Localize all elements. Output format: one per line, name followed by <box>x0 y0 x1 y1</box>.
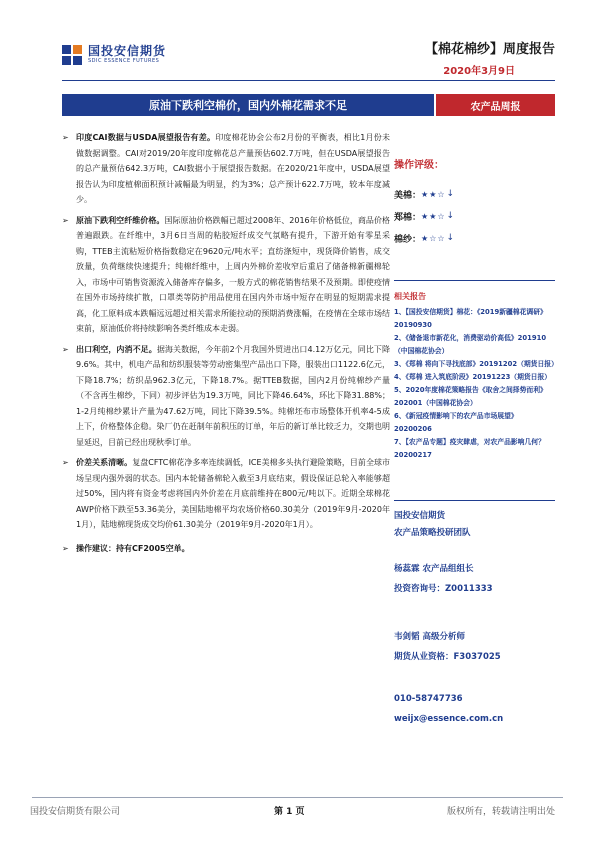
down-arrow-icon: ↓ <box>446 189 455 199</box>
contact-email[interactable]: weijx@essence.com.cn <box>394 714 504 724</box>
section-paragraph <box>62 213 390 337</box>
rating-title: 操作评级： <box>394 160 444 171</box>
down-arrow-icon: ↓ <box>446 211 455 221</box>
related-report-item[interactable]: 1、【国投安信期货】棉花：《2019新疆棉花调研》20190930 <box>394 308 547 329</box>
rating-name: 美棉： <box>394 190 422 201</box>
section-lead: 原油下跌利空纤维价格。 <box>76 215 165 225</box>
report-title: 【棉花棉纱】周度报告 <box>424 42 555 57</box>
rating-row <box>394 183 555 205</box>
sidebar-divider <box>394 500 555 501</box>
related-reports-title: 相关报告 <box>394 292 426 301</box>
section-body: 复盘CFTC棉花净多率连续调低，ICE美棉多头执行避险策略，目前全球市场呈现内强外弱的状态。国内本轮储备棉轮入截至3月底结束，假设保证总轮入率能够超过50%，国内将有资金考虑将国内外价差在月底前维持在800元/吨以下。近期全球棉花AWP价格下跌至53.36美分，美国陆地棉平均农场价格60.30美分（2019年9月-2020年1月），陆地棉现货成交均价61.30美分（2019年9月-2020年1月）。 <box>76 458 390 529</box>
section-lead: 出口利空，内消不足。 <box>76 344 157 354</box>
section-lead: 印度CAI数据与USDA展望报告有差。 <box>76 133 216 142</box>
section-lead: 价差关系清晰。 <box>76 458 133 467</box>
rating-row <box>394 205 555 227</box>
contact-phone: 010-58747736 <box>394 694 463 704</box>
footer-company: 国投安信期货有限公司 <box>30 807 121 817</box>
footer-divider <box>32 797 563 798</box>
page-number: 第 1 页 <box>274 807 305 817</box>
headline-banner: 原油下跌利空棉价，国内外棉花需求不足 <box>62 94 434 116</box>
section-lead: 操作建议：持有CF2005空单。 <box>76 543 190 553</box>
section-paragraph <box>62 455 390 533</box>
related-reports-list <box>394 306 558 462</box>
down-arrow-icon: ↓ <box>446 233 455 243</box>
bullet-arrow-icon: ➢ <box>62 133 69 142</box>
star-rating-icon: ★☆☆ <box>421 233 446 243</box>
bullet-arrow-icon: ➢ <box>62 344 69 354</box>
company-logo <box>62 44 166 65</box>
rating-panel <box>394 150 555 249</box>
star-rating-icon: ★★☆ <box>421 189 446 199</box>
team-org: 国投安信期货 <box>394 511 446 521</box>
bullet-arrow-icon: ➢ <box>62 543 69 553</box>
related-report-item[interactable]: 7、【农产品专题】疫灾肆虐，对农产品影响几何？20200217 <box>394 438 545 459</box>
bullet-arrow-icon: ➢ <box>62 215 69 225</box>
bullet-arrow-icon: ➢ <box>62 458 69 467</box>
section-paragraph <box>62 130 390 208</box>
report-date: 2020年3月9日 <box>443 66 515 77</box>
sidebar-divider <box>394 280 555 281</box>
header-divider <box>62 80 555 81</box>
section-paragraph <box>62 541 390 557</box>
rating-name: 棉纱： <box>394 234 422 245</box>
footer-copyright: 版权所有，转载请注明出处 <box>446 807 555 817</box>
rating-row <box>394 227 555 249</box>
analyst-name: 韦剑韬 高级分析师 <box>394 632 465 642</box>
team-dept: 农产品策略投研团队 <box>394 528 471 538</box>
section-body: 据海关数据，今年前2个月我国外贸进出口4.12万亿元，同比下降9.6%。其中，机电产品和纺织服装等劳动密集型产品出口下降，服装出口1122.6亿元，下降18.7%；纺织品962.3亿元，下降18.7%。据TTEB数据，国内2月份纯棉纱产量（不含再生棉纱，下同）初步评估为19.3万吨，同比下降46.64%，环比下降31.88%；1-2月纯棉纱累计产量为47.62万吨，同比下降39.5%。纯棉坯布市场整体开机率4-5成上下，价格整体企稳。染厂仍在赶制年前积压的订单，年后的新订单比较乏力，交期也明显延迟，目前已经出现秋季订单。 <box>76 344 391 447</box>
logo-mark-icon <box>62 45 82 65</box>
team-block <box>394 508 555 542</box>
main-content <box>62 130 390 561</box>
logo-en-text: SDIC ESSENCE FUTURES <box>88 58 160 64</box>
related-report-item[interactable]: 6、《新冠疫情影响下的农产品市场展望》20200206 <box>394 412 518 433</box>
related-report-item[interactable]: 4、《郑棉 进入筑底阶段》20191223（期货日报） <box>394 373 552 381</box>
related-report-item[interactable]: 5、2020年度棉花策略报告《取舍之间择势而利》202001（中国棉花协会） <box>394 386 547 407</box>
related-report-item[interactable]: 3、《郑棉 将向下寻找底部》20191202（期货日报） <box>394 360 558 368</box>
section-paragraph <box>62 342 390 451</box>
category-tag: 农产品周报 <box>436 94 555 116</box>
section-body: 印度棉花协会公布2月份的平衡表，相比1月份未做数据调整。CAI对2019/20年度印度棉花总产量预估602.7万吨，但在USDA展望报告的总产量预估642.3万吨，CAI数据小于展望报告数据。在2020/21年度中，USDA展望报告认为印度植棉面积预计减幅最为明显，约为3%；总产预计622.7万吨，较本年度减少。 <box>76 133 390 204</box>
section-body: 国际原油价格跌幅已超过2008年、2016年价格低位，商品价格普遍跟跌。在纤维中，3月6日当周的粘胶短纤成交气氛略有提升，下游开始有零星采购，TTEB主流粘短价格指数稳定在9620元/吨水平；直纺涤短中，现货降价销售，成交放量，负荷继续快速提升；纯棉纤维中，上周内外棉价差收窄后重启了储备棉新疆棉轮入，市场中可销售资源流入储备库存偏多，一般方式的棉花销售结果不及预期。即使疫情在国外市场持续扩散，口罩类等防护用品使用在国内外市场中短存在明显的短期需求提高，化工原料成本跌幅远远超过相关需求所能拉动的预期消费涨幅，在疫情在全球市场结束前，原油低价将持续影响各类纤维成本走弱。 <box>76 215 391 333</box>
analyst-cert: 期货从业资格：F3037025 <box>394 652 501 662</box>
logo-cn-text: 国投安信期货 <box>88 44 167 58</box>
star-rating-icon: ★★☆ <box>421 211 446 221</box>
rating-name: 郑棉： <box>394 212 422 223</box>
related-report-item[interactable]: 2、《储备退市新花化，消费驱动价高低》201910（中国棉花协会） <box>394 334 547 355</box>
analyst-cert: 投资咨询号：Z0011333 <box>394 584 493 594</box>
analyst-name: 杨蕊霖 农产品组组长 <box>394 564 474 574</box>
